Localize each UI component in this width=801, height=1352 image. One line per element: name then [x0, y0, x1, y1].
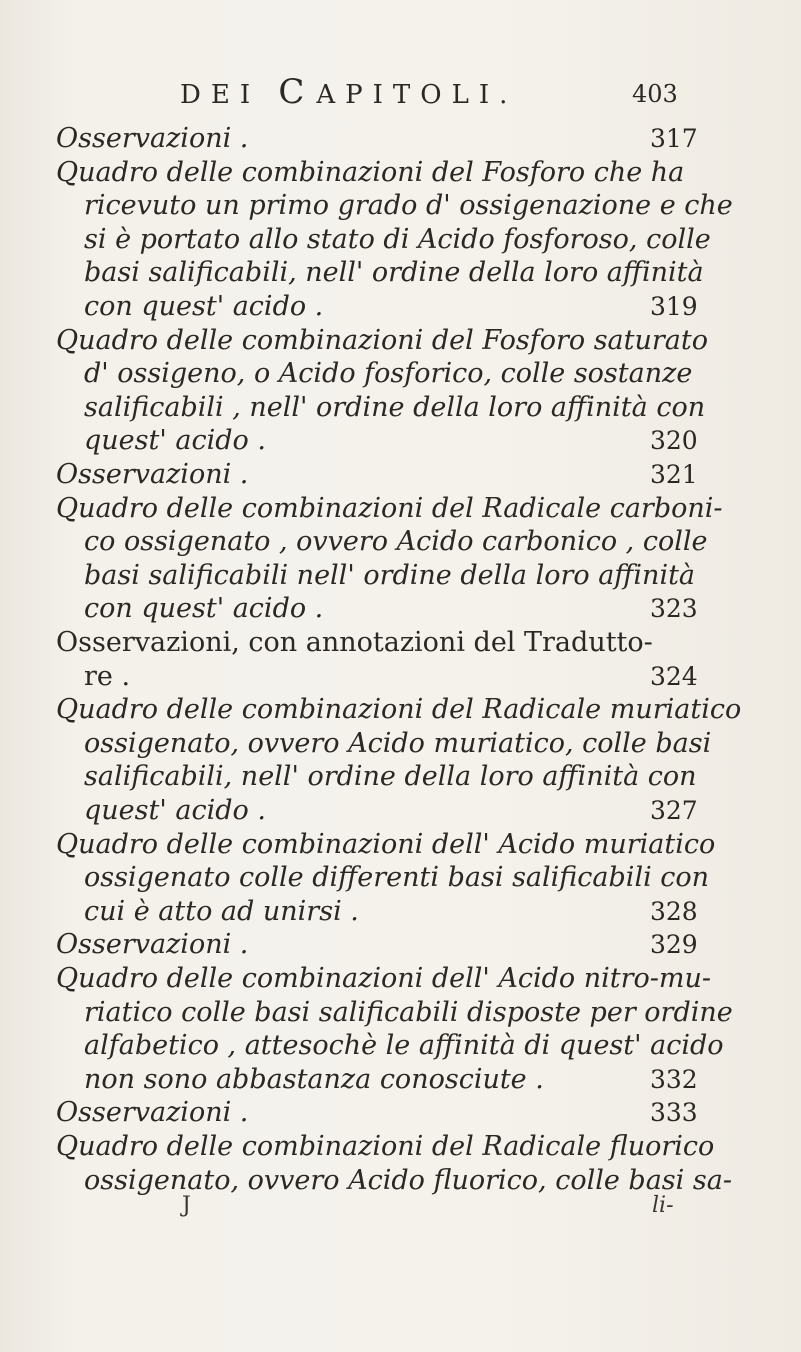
- toc-entry-continuation: re .: [84, 660, 131, 692]
- toc-entry-continuation: basi salificabili, nell' ordine della loro affinità: [84, 257, 704, 289]
- toc-page-number: 327: [650, 796, 698, 825]
- toc-entry-continuation: ossigenato, ovvero Acido fluorico, colle basi sa-: [84, 1164, 732, 1196]
- toc-entry-continuation: si è portato allo stato di Acido fosforoso, colle: [84, 223, 711, 255]
- toc-entry-continuation: con quest' acido .: [84, 593, 324, 625]
- toc-page-number: 321: [650, 460, 698, 489]
- header-title-cap: C: [278, 72, 317, 112]
- toc-entry-title: Quadro delle combinazioni del Fosforo che ha: [56, 156, 685, 188]
- toc-page-number: 332: [650, 1064, 698, 1094]
- toc-page-number: 329: [650, 930, 698, 960]
- toc-entry-continuation: alfabetico , attesochè le affinità di quest' acido: [84, 1030, 724, 1062]
- toc-entry-continuation: non sono abbastanza conosciute .: [84, 1063, 544, 1095]
- toc-entry-title: Quadro delle combinazioni del Radicale carboni-: [56, 492, 723, 524]
- toc-entry-continuation: ricevuto un primo grado d' ossigenazione e che: [84, 190, 733, 222]
- toc-entry-title: Osservazioni .: [56, 929, 249, 961]
- toc-page-number: 317: [650, 124, 698, 153]
- toc-entry-title: Osservazioni .: [56, 459, 249, 490]
- toc-entry-continuation: quest' acido .: [84, 795, 266, 826]
- toc-entry-continuation: basi salificabili nell' ordine della loro affinità: [84, 559, 696, 591]
- toc-page-number: 320: [650, 426, 698, 456]
- toc-entry-continuation: salificabili , nell' ordine della loro affinità con: [84, 391, 706, 423]
- running-header: [180, 72, 600, 112]
- toc-page-number: 324: [650, 661, 698, 691]
- toc-entry-continuation: ossigenato, ovvero Acido muriatico, colle basi: [84, 727, 712, 759]
- toc-entry-continuation: co ossigenato , ovvero Acido carbonico , colle: [84, 526, 708, 558]
- toc-entry-continuation: ossigenato colle differenti basi salificabili con: [84, 862, 710, 894]
- toc-entry-continuation: cui è atto ad unirsi .: [84, 895, 359, 927]
- signature-mark: J: [182, 1193, 191, 1219]
- header-prefix: DEI: [180, 80, 261, 110]
- toc-page-number: 323: [650, 594, 698, 624]
- catchword: li-: [652, 1193, 674, 1219]
- toc-entry-title: Osservazioni .: [56, 123, 249, 154]
- toc-entry-continuation: riatico colle basi salificabili disposte per ordine: [84, 996, 733, 1028]
- page-number: 403: [632, 80, 678, 108]
- header-title-rest: APITOLI.: [316, 80, 518, 110]
- toc-entry-continuation: con quest' acido .: [84, 291, 324, 322]
- toc-entry-continuation: d' ossigeno, o Acido fosforico, colle sostanze: [84, 358, 693, 390]
- toc-entry-title: Quadro delle combinazioni del Radicale fluorico: [56, 1131, 715, 1162]
- toc-entry-continuation: quest' acido .: [84, 425, 266, 457]
- toc-entry-title: Quadro delle combinazioni del Radicale muriatico: [56, 694, 742, 726]
- toc-page-number: 328: [650, 896, 698, 926]
- toc-entry-title: Osservazioni .: [56, 1097, 249, 1129]
- toc-page-number: 319: [650, 292, 698, 321]
- toc-entry-title: Osservazioni, con annotazioni del Tradutto-: [56, 627, 653, 658]
- toc-entry-title: Quadro delle combinazioni dell' Acido muriatico: [56, 828, 716, 860]
- toc-entry-continuation: salificabili, nell' ordine della loro affinità con: [84, 761, 697, 793]
- toc-entry-title: Quadro delle combinazioni del Fosforo saturato: [56, 324, 708, 356]
- toc-page-number: 333: [650, 1098, 698, 1128]
- toc-entry-title: Quadro delle combinazioni dell' Acido nitro-mu-: [56, 963, 712, 994]
